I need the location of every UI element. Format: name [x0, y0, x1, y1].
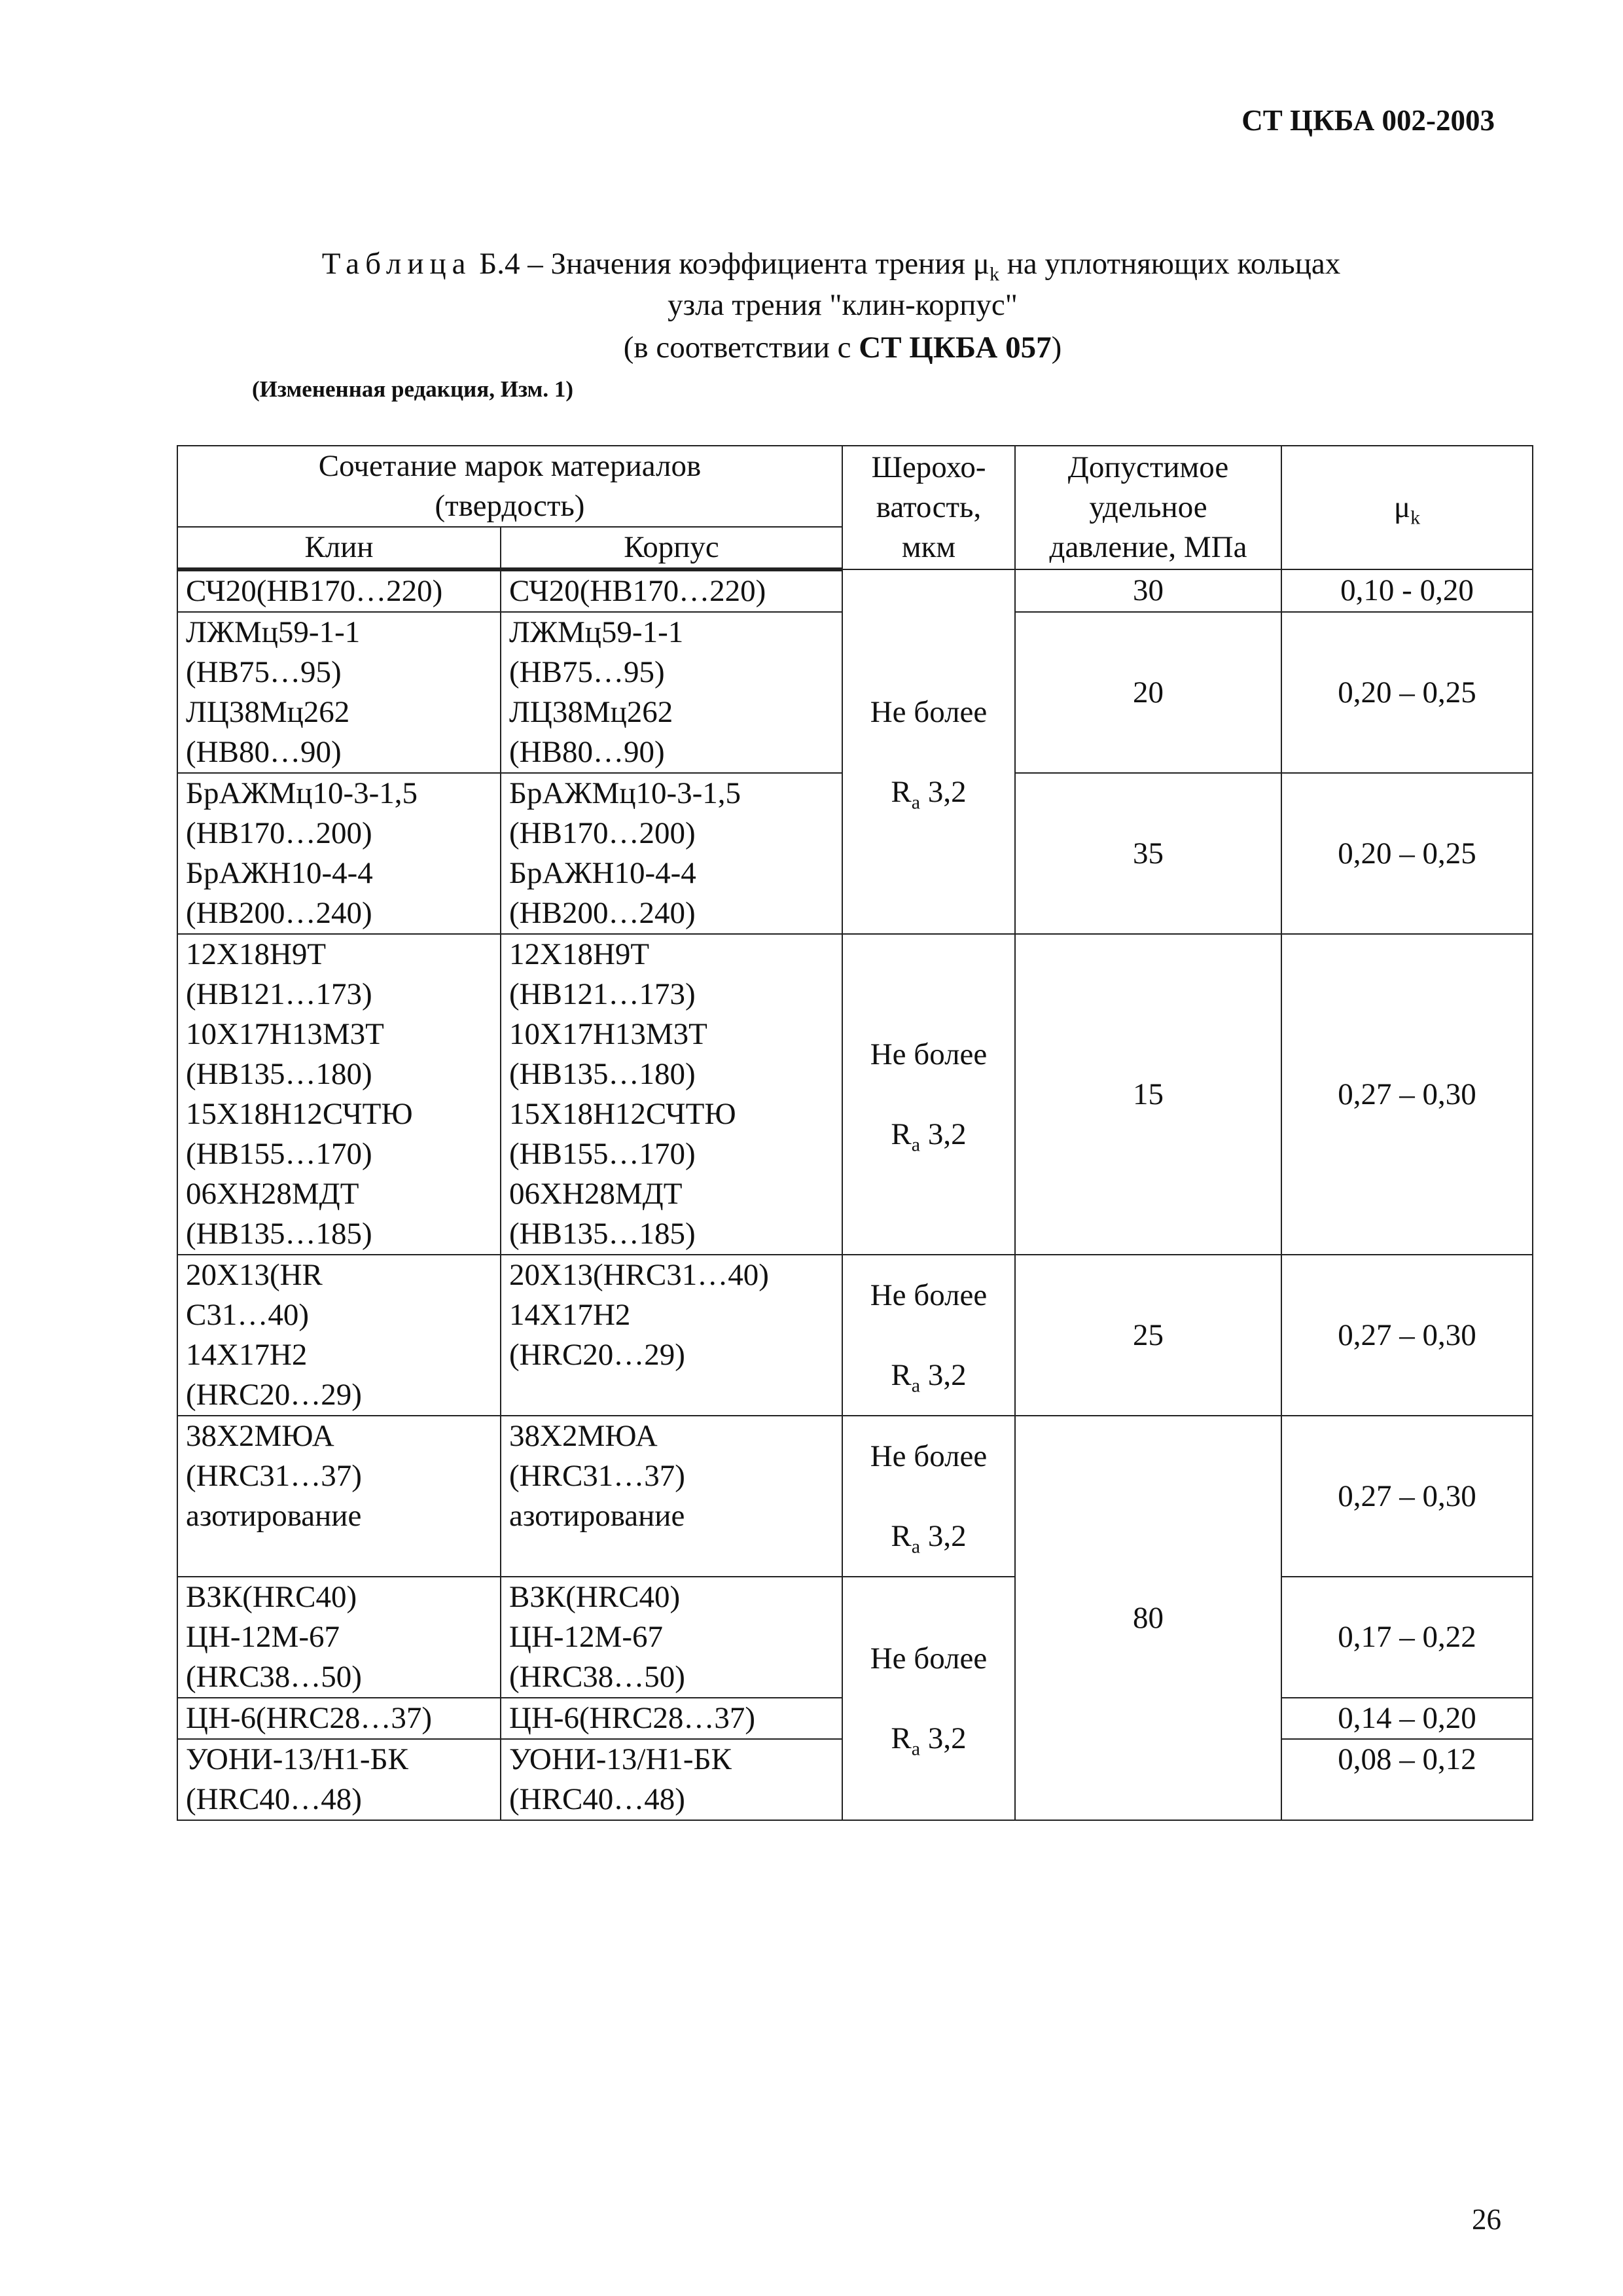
ra-subscript: a [911, 1374, 921, 1397]
wedge-material: 38Х2МЮА (HRC31…37) азотирование [177, 1416, 501, 1577]
ra-subscript: a [911, 1535, 921, 1558]
body-material: ЛЖМц59-1-1 (НВ75…95) ЛЦ38Мц262 (НВ80…90) [501, 612, 842, 773]
body-material: 38Х2МЮА (HRC31…37) азотирование [501, 1416, 842, 1577]
body-material: 20Х13(HRC31…40) 14Х17Н2 (HRC20…29) [501, 1255, 842, 1416]
body-material: УОНИ-13/Н1-БК (HRC40…48) [501, 1739, 842, 1820]
mu-value: 0,20 – 0,25 [1281, 773, 1533, 934]
table-caption-line-2: узла трения "клин-корпус" [668, 288, 1018, 322]
pressure-value: 15 [1015, 934, 1281, 1255]
roughness-text: Не более [870, 694, 988, 729]
ra-symbol: R [891, 774, 912, 809]
header-pressure: Допустимое удельное давление, МПа [1015, 446, 1281, 569]
body-material: ЦН-6(HRC28…37) [501, 1698, 842, 1739]
roughness-cell [842, 934, 1015, 1255]
table-row [177, 1255, 1533, 1416]
table-row [177, 1577, 1533, 1698]
body-material: ВЗК(HRC40) ЦН-12М-67 (HRC38…50) [501, 1577, 842, 1698]
pressure-value: 35 [1015, 773, 1281, 934]
friction-coefficient-table [177, 445, 1533, 1821]
ra-value: 3,2 [920, 1117, 967, 1151]
mu-value: 0,27 – 0,30 [1281, 934, 1533, 1255]
pressure-value: 25 [1015, 1255, 1281, 1416]
roughness-cell [842, 1577, 1015, 1820]
page-number: 26 [1472, 2203, 1501, 2236]
ra-value: 3,2 [920, 1721, 967, 1755]
roughness-text: Не более [870, 1037, 988, 1071]
standard-reference: СТ ЦКБА 057 [859, 331, 1052, 365]
wedge-material: УОНИ-13/Н1-БК (HRC40…48) [177, 1739, 501, 1820]
header-row [177, 446, 1533, 527]
body-material: 12Х18Н9Т (НВ121…173) 10Х17Н13М3Т (НВ135…180) 15Х18Н12СЧТЮ (НВ155…170) 06ХН28МДТ (НВ135…185) [501, 934, 842, 1255]
table-row [177, 569, 1533, 612]
mu-symbol: μ [1393, 490, 1411, 524]
mu-value: 0,14 – 0,20 [1281, 1698, 1533, 1739]
mu-value: 0,10 - 0,20 [1281, 569, 1533, 612]
mu-value: 0,27 – 0,30 [1281, 1416, 1533, 1577]
table-title-end: на уплотняющих кольцах [999, 247, 1341, 281]
header-mu [1281, 446, 1533, 569]
wedge-material: 20Х13(HR C31…40) 14Х17Н2 (HRC20…29) [177, 1255, 501, 1416]
mu-value: 0,20 – 0,25 [1281, 612, 1533, 773]
mu-subscript: k [989, 263, 999, 285]
roughness-cell [842, 1416, 1015, 1577]
pressure-value: 80 [1015, 1416, 1281, 1820]
ra-symbol: R [891, 1117, 912, 1151]
table-caption [39, 247, 1623, 285]
table-row [177, 1416, 1533, 1577]
ra-subscript: a [911, 1134, 921, 1156]
header-materials: Сочетание марок материалов (твердость) [177, 446, 842, 527]
ra-symbol: R [891, 1358, 912, 1392]
roughness-text: Не более [870, 1278, 988, 1312]
ra-value: 3,2 [920, 1519, 967, 1553]
mu-subscript: k [1410, 507, 1421, 529]
body-material: СЧ20(НВ170…220) [501, 569, 842, 612]
header-body: Корпус [501, 527, 842, 569]
amendment-note: (Измененная редакция, Изм. 1) [252, 376, 574, 402]
roughness-cell [842, 1255, 1015, 1416]
ra-value: 3,2 [920, 774, 967, 809]
ra-symbol: R [891, 1721, 912, 1755]
roughness-text: Не более [870, 1641, 988, 1676]
roughness-text: Не более [870, 1439, 988, 1473]
caption-ref-pre: (в соответствии с [623, 331, 859, 365]
document-code: СТ ЦКБА 002-2003 [1241, 104, 1495, 137]
wedge-material: БрАЖМц10-3-1,5 (НВ170…200) БрАЖН10-4-4 (НВ200…240) [177, 773, 501, 934]
table-caption-line-3 [62, 332, 1623, 363]
header-wedge: Клин [177, 527, 501, 569]
roughness-cell [842, 569, 1015, 934]
table-label: Таблица [321, 247, 472, 281]
ra-subscript: a [911, 791, 921, 813]
mu-value: 0,27 – 0,30 [1281, 1255, 1533, 1416]
ra-subscript: a [911, 1738, 921, 1760]
header-roughness: Шерохо- ватость, мкм [842, 446, 1015, 569]
table-row [177, 934, 1533, 1255]
wedge-material: СЧ20(НВ170…220) [177, 569, 501, 612]
mu-value: 0,17 – 0,22 [1281, 1577, 1533, 1698]
ra-value: 3,2 [920, 1358, 967, 1392]
wedge-material: 12Х18Н9Т (НВ121…173) 10Х17Н13М3Т (НВ135…180) 15Х18Н12СЧТЮ (НВ155…170) 06ХН28МДТ (НВ135…185) [177, 934, 501, 1255]
table-title: Б.4 – Значения коэффициента трения μ [479, 247, 990, 281]
caption-ref-post: ) [1051, 331, 1062, 365]
wedge-material: ВЗК(HRC40) ЦН-12М-67 (HRC38…50) [177, 1577, 501, 1698]
body-material: БрАЖМц10-3-1,5 (НВ170…200) БрАЖН10-4-4 (НВ200…240) [501, 773, 842, 934]
pressure-value: 30 [1015, 569, 1281, 612]
wedge-material: ЛЖМц59-1-1 (НВ75…95) ЛЦ38Мц262 (НВ80…90) [177, 612, 501, 773]
ra-symbol: R [891, 1519, 912, 1553]
mu-value: 0,08 – 0,12 [1281, 1739, 1533, 1820]
wedge-material: ЦН-6(HRC28…37) [177, 1698, 501, 1739]
pressure-value: 20 [1015, 612, 1281, 773]
